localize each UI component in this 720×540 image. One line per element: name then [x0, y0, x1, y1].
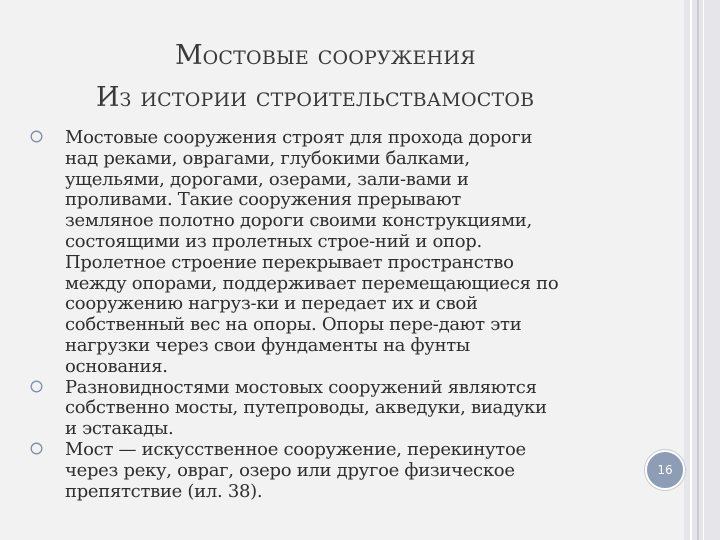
bullet-item	[30, 440, 630, 502]
slide-title-line-1	[175, 40, 476, 71]
bullet-text-line: проливами. Такие сооружения прерывают	[65, 189, 462, 211]
bullet-text-line: нагрузки через свои фундаменты на фунты	[65, 334, 470, 356]
bullet-text-line: над реками, оврагами, глубокими балками,	[65, 147, 470, 169]
title-initial: И	[96, 82, 120, 113]
bullet-item	[30, 378, 630, 440]
bullet-list	[30, 128, 630, 502]
bullet-text-line: ущельями, дорогами, озерами, зали-вами и	[65, 168, 469, 190]
circle-bullet-icon	[30, 380, 43, 393]
bullet-text-line: Мост — искусственное сооружение, перекинутое	[65, 438, 526, 460]
bullet-text-line: Разновидностями мостовых сооружений являются	[65, 376, 537, 398]
right-border-line	[690, 0, 692, 540]
bullet-text-line: Пролетное строение перекрывает пространство	[65, 251, 514, 273]
bullet-text-line: состоящими из пролетных строе-ний и опор.	[65, 230, 482, 252]
bullet-text-line: сооружению нагруз-ки и передает их и свой	[65, 293, 478, 315]
circle-bullet-icon	[30, 130, 43, 143]
page-number-badge: 16	[645, 450, 685, 490]
bullet-text-line: и эстакады.	[65, 418, 174, 440]
bullet-text-line: земляное полотно дороги своими конструкциями,	[65, 210, 532, 232]
bullet-text-line: основания.	[65, 355, 168, 377]
title-rest: остовые сооружения	[202, 40, 476, 71]
right-border-line	[697, 0, 699, 540]
bullet-text-line: Мостовые сооружения строят для прохода дороги	[65, 127, 533, 148]
title-initial: М	[175, 40, 203, 71]
bullet-text-line: собственно мосты, путепроводы, акведуки, виадуки	[65, 397, 547, 419]
circle-bullet-icon	[30, 442, 43, 455]
slide-title-line-2	[96, 82, 534, 113]
bullet-text-line: собственный вес на опоры. Опоры пере-дают эти	[65, 314, 522, 336]
bullet-text-line: через реку, овраг, озеро или другое физическое	[65, 459, 515, 481]
right-border-line	[703, 0, 704, 540]
title-rest: з истории строительствамостов	[119, 82, 535, 113]
bullet-text-line: между опорами, поддерживает перемещающиеся по	[65, 272, 559, 294]
bullet-text-line: препятствие (ил. 38).	[65, 480, 263, 502]
bullet-item	[30, 128, 630, 378]
